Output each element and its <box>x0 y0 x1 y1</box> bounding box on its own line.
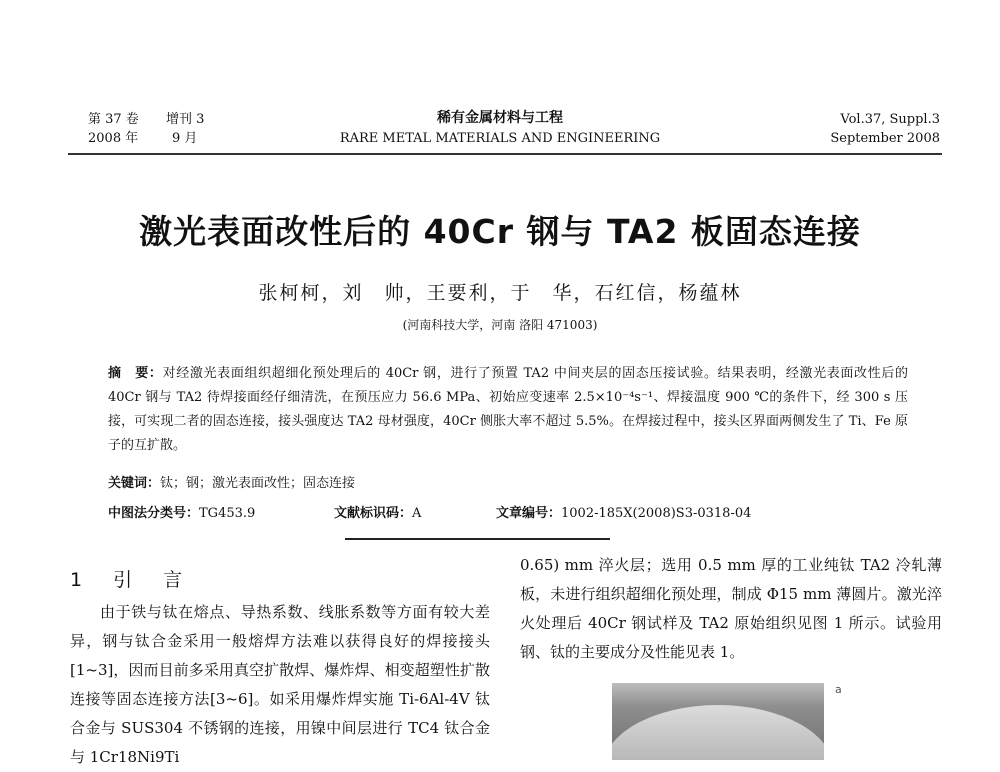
document-code <box>334 502 421 521</box>
document-code-label: 文献标识码： <box>334 506 413 521</box>
journal-title-cn: 稀有金属材料与工程 <box>437 110 563 126</box>
affiliation: (河南科技大学，河南 洛阳 471003) <box>402 318 598 332</box>
keywords-text: 钛；钢；激光表面改性；固态连接 <box>160 476 356 491</box>
article-number-label: 文章编号： <box>496 506 562 521</box>
abstract-label: 摘 要： <box>108 366 163 381</box>
abstract-text: 对经激光表面组织超细化预处理后的 40Cr 钢，进行了预置 TA2 中间夹层的固态压接试验。结果表明，经激光表面改性后的 40Cr 钢与 TA2 待焊接面经仔细清洗，在预压应力 56.6 MPa、初始应变速率 2.5×10⁻⁴s⁻¹、焊接温度 900 ℃的条件下，经 300 s 压接，可实现二者的固态连接，接头强度达 TA2 母材强度，40Cr 侧胀大率不超过 5.5%。在焊接过程中，接头区界面两侧发生了 Ti、Fe 原子的互扩散。 <box>108 366 908 453</box>
clc-number <box>108 502 255 521</box>
right-column-text: 0.65) mm 淬火层；选用 0.5 mm 厚的工业纯钛 TA2 冷轧薄板，未进行组织超细化预处理，制成 Φ15 mm 薄圆片。激光淬火处理后 40Cr 钢试样及 TA2 原始组织见图 1 所示。试验用钢、钛的主要成分及性能见表 1。 <box>520 556 942 661</box>
journal-title-en: RARE METAL MATERIALS AND ENGINEERING <box>339 131 661 146</box>
header-rule <box>68 153 942 155</box>
supplement-cn: 增刊 3 <box>166 112 205 127</box>
micrograph-layer <box>612 705 824 760</box>
article-number <box>496 502 751 521</box>
abstract-end-rule <box>345 538 610 540</box>
section-heading: 1 引 言 <box>70 569 189 591</box>
left-column-paragraph: 由于铁与钛在熔点、导热系数、线胀系数等方面有较大差异，钢与钛合金采用一般熔焊方法难以获得良好的焊接接头[1~3]，因而目前多采用真空扩散焊、爆炸焊、相变超塑性扩散连接等固态连接方法[3~6]。如采用爆炸焊实施 Ti-6Al-4V 钛合金与 SUS304 不锈钢的连接，用镍中间层进行 TC4 钛合金与 1Cr18Ni9Ti <box>70 603 490 766</box>
month-cn: 9 月 <box>172 131 198 146</box>
paper-title: 激光表面改性后的 40Cr 钢与 TA2 板固态连接 <box>139 212 861 251</box>
article-number-value: 1002-185X(2008)S3-0318-04 <box>561 506 752 521</box>
year-cn: 2008 年 <box>88 131 139 146</box>
volume-en: Vol.37, Suppl.3 <box>840 112 940 127</box>
figure-micrograph <box>612 683 824 760</box>
keywords-label: 关键词： <box>108 476 161 491</box>
clc-value: TG453.9 <box>199 506 256 521</box>
clc-label: 中图法分类号： <box>108 506 200 521</box>
left-column-text <box>70 598 490 772</box>
keywords <box>108 472 355 491</box>
author-list: 张柯柯，刘 帅，王要利，于 华，石红信，杨蕴林 <box>258 282 742 304</box>
figure-panel-label: a <box>835 683 842 696</box>
abstract <box>108 362 908 458</box>
volume-cn: 第 37 卷 <box>88 112 139 127</box>
date-en: September 2008 <box>830 131 940 146</box>
document-code-value: A <box>412 506 422 521</box>
